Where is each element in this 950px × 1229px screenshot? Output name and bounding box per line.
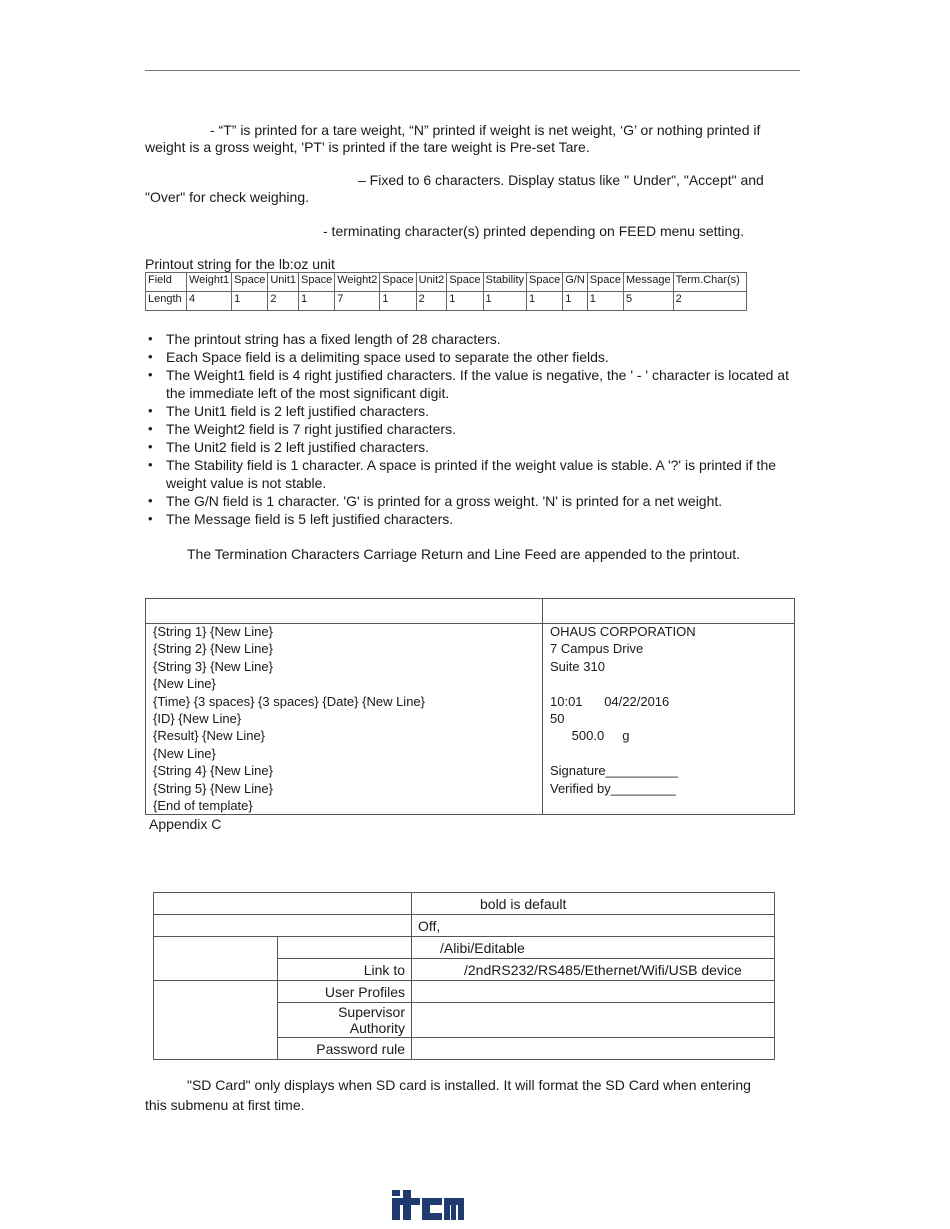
list-item: • The printout string has a fixed length of 28 characters. bbox=[145, 330, 795, 348]
template-line: {String 5} {New Line} bbox=[153, 780, 273, 796]
printout-line bbox=[550, 675, 696, 692]
template-line: {String 2} {New Line} bbox=[153, 641, 273, 657]
table-cell: Field bbox=[146, 273, 187, 292]
table-cell: 1 bbox=[232, 292, 268, 311]
table-cell: Off, bbox=[412, 915, 775, 937]
list-item: • The Unit1 field is 2 left justified characters. bbox=[145, 402, 795, 420]
template-line: {String 3} {New Line} bbox=[153, 658, 273, 674]
message-description-line1: – Fixed to 6 characters. Display status like " Under", "Accept" and bbox=[358, 172, 764, 188]
list-item: • The Message field is 5 left justified characters. bbox=[145, 510, 795, 528]
table-cell: /Alibi/Editable bbox=[412, 937, 775, 959]
table-cell: bold is default bbox=[412, 893, 775, 915]
header-rule bbox=[145, 70, 800, 71]
sd-card-note-line1: "SD Card" only displays when SD card is installed. It will format the SD Card when entering bbox=[187, 1077, 751, 1093]
list-item: • The Stability field is 1 character. A space is printed if the weight value is stable. A '?' is printed if the weight value is not stable. bbox=[145, 456, 795, 492]
table-cell: 5 bbox=[624, 292, 674, 311]
printout-line bbox=[550, 745, 696, 762]
template-line: {End of template} bbox=[153, 797, 253, 813]
table-cell: 1 bbox=[527, 292, 563, 311]
table-row bbox=[154, 915, 775, 937]
table-cell bbox=[154, 915, 412, 937]
list-item: • The Weight1 field is 4 right justified characters. If the value is negative, the ' - ' character is located at the immediate left of the most significant digit. bbox=[145, 366, 795, 402]
table-cell: 2 bbox=[673, 292, 746, 311]
list-item: • The Weight2 field is 7 right justified characters. bbox=[145, 420, 795, 438]
printout-line: Signature__________ bbox=[550, 763, 678, 779]
tare-description-line2: weight is a gross weight, 'PT' is printed if the tare weight is Pre-set Tare. bbox=[145, 139, 590, 155]
table-cell: Space bbox=[299, 273, 335, 292]
table-row bbox=[154, 981, 775, 1003]
table-row bbox=[146, 273, 747, 292]
table-cell: Space bbox=[232, 273, 268, 292]
template-line: {ID} {New Line} bbox=[153, 710, 242, 726]
template-line: {String 4} {New Line} bbox=[153, 763, 273, 779]
table-cell: Weight2 bbox=[335, 273, 380, 292]
table-cell: 1 bbox=[563, 292, 588, 311]
list-item: • The G/N field is 1 character. 'G' is printed for a gross weight. 'N' is printed for a net weight. bbox=[145, 492, 795, 510]
template-line: {Result} {New Line} bbox=[153, 728, 266, 744]
table-cell bbox=[278, 937, 412, 959]
printout-line: OHAUS CORPORATION bbox=[550, 624, 696, 639]
table-cell: Unit2 bbox=[416, 273, 447, 292]
table-cell: Space bbox=[380, 273, 416, 292]
lboz-table-caption: Printout string for the lb:oz unit bbox=[145, 256, 335, 272]
printout-line: Suite 310 bbox=[550, 658, 605, 674]
table-cell: Space bbox=[447, 273, 483, 292]
table-cell: G/N bbox=[563, 273, 588, 292]
itm-logo bbox=[392, 1188, 464, 1222]
terminating-description: - terminating character(s) printed depending on FEED menu setting. bbox=[323, 223, 744, 239]
template-line: {New Line} bbox=[153, 745, 216, 761]
menu-settings-table bbox=[153, 892, 775, 1060]
table-row bbox=[146, 292, 747, 311]
table-divider bbox=[542, 599, 543, 814]
table-cell: Length bbox=[146, 292, 187, 311]
printout-line: 7 Campus Drive bbox=[550, 641, 644, 657]
table-cell bbox=[412, 1003, 775, 1038]
table-cell: 1 bbox=[587, 292, 623, 311]
table-cell bbox=[412, 1038, 775, 1060]
table-cell: Password rule bbox=[278, 1038, 412, 1060]
table-cell: 4 bbox=[187, 292, 232, 311]
tare-description-line1: - “T” is printed for a tare weight, “N” printed if weight is net weight, ‘G’ or nothing printed if bbox=[210, 122, 761, 138]
table-cell: 2 bbox=[268, 292, 299, 311]
table-cell bbox=[154, 937, 278, 981]
table-cell: Link to bbox=[278, 959, 412, 981]
template-line: {Time} {3 spaces} {3 spaces} {Date} {New Line} bbox=[153, 693, 425, 709]
table-cell bbox=[278, 1003, 412, 1038]
list-item: • The Unit2 field is 2 left justified characters. bbox=[145, 438, 795, 456]
printout-line: 500.0 g bbox=[550, 728, 630, 744]
table-cell: 1 bbox=[380, 292, 416, 311]
supervisor-label-line1: Supervisor bbox=[338, 1004, 405, 1020]
table-cell: Term.Char(s) bbox=[673, 273, 746, 292]
table-cell bbox=[154, 981, 278, 1060]
sd-card-note-line2: this submenu at first time. bbox=[145, 1097, 305, 1113]
table-cell: 1 bbox=[483, 292, 527, 311]
printout-line: 50 bbox=[550, 710, 565, 726]
table-cell: Space bbox=[587, 273, 623, 292]
list-item: • Each Space field is a delimiting space used to separate the other fields. bbox=[145, 348, 795, 366]
printout-line bbox=[550, 797, 696, 814]
template-definition-column bbox=[153, 623, 425, 814]
printout-line: 10:01 04/22/2016 bbox=[550, 693, 670, 709]
table-cell: 2 bbox=[416, 292, 447, 311]
table-cell: Stability bbox=[483, 273, 527, 292]
field-notes-list bbox=[145, 330, 795, 528]
table-row bbox=[154, 937, 775, 959]
table-cell: 7 bbox=[335, 292, 380, 311]
supervisor-label-line2: Authority bbox=[349, 1020, 405, 1036]
table-cell bbox=[412, 981, 775, 1003]
printout-line: Verified by_________ bbox=[550, 780, 676, 796]
table-cell: 1 bbox=[299, 292, 335, 311]
table-row bbox=[154, 893, 775, 915]
template-example-table bbox=[145, 598, 795, 815]
termination-note: The Termination Characters Carriage Return and Line Feed are appended to the printout. bbox=[187, 546, 741, 562]
printout-example-column bbox=[550, 623, 696, 814]
message-description-line2: "Over" for check weighing. bbox=[145, 189, 310, 205]
appendix-label: Appendix C bbox=[149, 816, 222, 832]
table-cell: Message bbox=[624, 273, 674, 292]
table-cell: /2ndRS232/RS485/Ethernet/Wifi/USB device bbox=[412, 959, 775, 981]
lboz-printout-table bbox=[145, 272, 747, 311]
table-cell: 1 bbox=[447, 292, 483, 311]
table-cell: User Profiles bbox=[278, 981, 412, 1003]
table-cell: Space bbox=[527, 273, 563, 292]
template-line: {New Line} bbox=[153, 676, 216, 692]
table-cell: Unit1 bbox=[268, 273, 299, 292]
table-cell: Weight1 bbox=[187, 273, 232, 292]
table-cell bbox=[154, 893, 412, 915]
template-line: {String 1} {New Line} bbox=[153, 624, 273, 639]
